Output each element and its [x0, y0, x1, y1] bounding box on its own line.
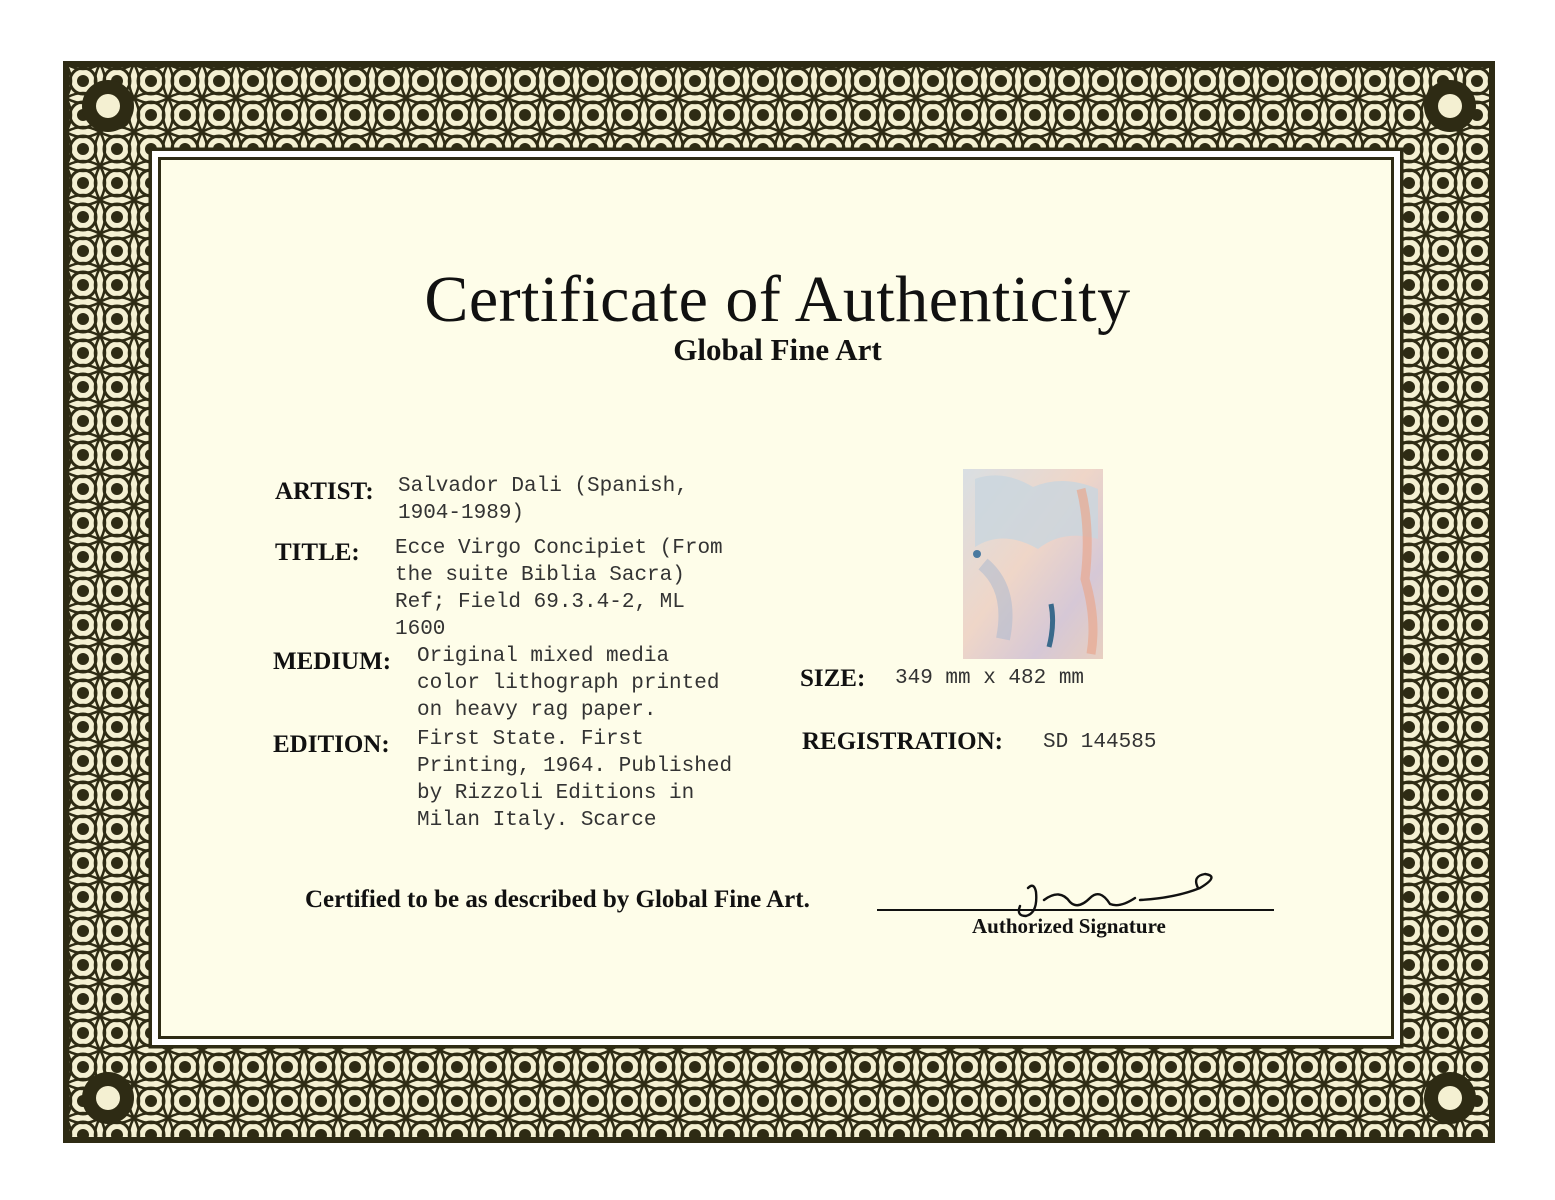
certificate-title: Certificate of Authenticity — [424, 263, 1131, 336]
registration-label: REGISTRATION: — [802, 728, 1003, 755]
edition-line-2: Printing, 1964. Published — [417, 755, 733, 778]
edition-line-3: by Rizzoli Editions in — [417, 782, 695, 805]
medium-line-2: color lithograph printed — [417, 672, 720, 695]
edition-line-4: Milan Italy. Scarce — [417, 809, 657, 832]
registration-value: SD 144585 — [1043, 731, 1157, 754]
title-line-4: 1600 — [395, 618, 446, 641]
medium-line-1: Original mixed media — [417, 645, 670, 668]
title-line-2: the suite Biblia Sacra) — [395, 564, 685, 587]
title-line-3: Ref; Field 69.3.4-2, ML — [395, 591, 685, 614]
edition-label: EDITION: — [273, 731, 390, 758]
artist-line-2: 1904-1989) — [398, 502, 525, 525]
artist-label: ARTIST: — [275, 478, 374, 505]
artwork-thumbnail — [963, 469, 1103, 659]
medium-line-3: on heavy rag paper. — [417, 699, 657, 722]
medium-label: MEDIUM: — [273, 648, 392, 675]
signature-label: Authorized Signature — [972, 914, 1166, 938]
title-label: TITLE: — [275, 539, 360, 566]
certification-statement: Certified to be as described by Global Fine Art. — [305, 886, 810, 913]
issuer-name: Global Fine Art — [673, 332, 882, 367]
size-value: 349 mm x 482 mm — [895, 667, 1085, 690]
size-label: SIZE: — [800, 665, 866, 692]
title-line-1: Ecce Virgo Concipiet (From — [395, 537, 723, 560]
artist-line-1: Salvador Dali (Spanish, — [398, 475, 688, 498]
edition-line-1: First State. First — [417, 728, 644, 751]
